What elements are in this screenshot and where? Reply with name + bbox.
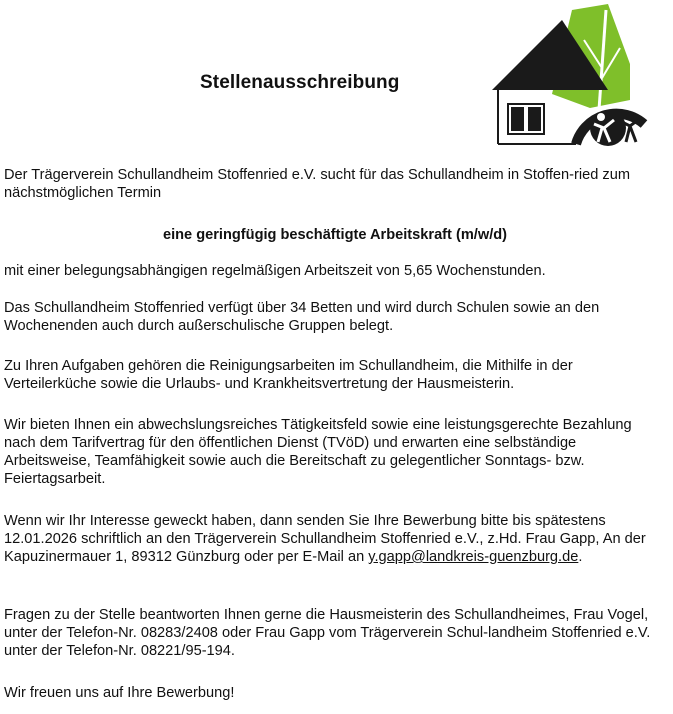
position-heading: eine geringfügig beschäftigte Arbeitskraft (m/w/d) <box>162 227 508 243</box>
page-title: Stellenausschreibung <box>200 72 400 93</box>
apply-text: Wenn wir Ihr Interesse geweckt haben, dann senden Sie Ihre Bewerbung bitte bis spätestens 12.01.2026 schriftlich an den Trägerverein Schullandheim Stoffenried e.V., z.Hd. Frau Gapp, An der Kapuzinermauer 1, 89312 Günzburg oder per E-Mail an <box>4 513 646 565</box>
about-paragraph: Das Schullandheim Stoffenried verfügt über 34 Betten und wird durch Schulen sowie an den Wochenenden auch durch außerschulische Gruppen belegt. <box>4 300 600 334</box>
offer-paragraph: Wir bieten Ihnen ein abwechslungsreiches Tätigkeitsfeld sowie eine leistungsgerechte Bezahlung nach dem Tarifvertrag für den öffentlichen Dienst (TVöD) und erwarten eine selbständige Arbeitsweise, Teamfähigkeit sowie auch die Bereitschaft zu gelegentlicher Sonntags- bzw. Feiertagsarbeit. <box>4 417 632 487</box>
apply-paragraph <box>4 512 666 566</box>
email-link[interactable]: y.gapp@landkreis-guenzburg.de <box>368 549 579 565</box>
email-suffix: . <box>578 549 583 565</box>
intro-paragraph: Der Trägerverein Schullandheim Stoffenried e.V. sucht für das Schullandheim in Stoffen-ried zum nächstmöglichen Termin <box>4 167 630 201</box>
house-tree-logo-icon <box>480 4 648 148</box>
tasks-paragraph: Zu Ihren Aufgaben gehören die Reinigungsarbeiten im Schullandheim, die Mithilfe in der Verteilerküche sowie die Urlaubs- und Krankheitsvertretung der Hausmeisterin. <box>4 358 573 392</box>
closing-line: Wir freuen uns auf Ihre Bewerbung! <box>4 685 235 701</box>
questions-paragraph: Fragen zu der Stelle beantworten Ihnen gerne die Hausmeisterin des Schullandheimes, Frau Vogel, unter der Telefon-Nr. 08283/2408 oder Frau Gapp vom Trägerverein Schul-landheim Stoffenried e.V. unter der Telefon-Nr. 08221/95-194. <box>4 607 651 659</box>
hours-paragraph: mit einer belegungsabhängigen regelmäßigen Arbeitszeit von 5,65 Wochenstunden. <box>4 263 546 279</box>
